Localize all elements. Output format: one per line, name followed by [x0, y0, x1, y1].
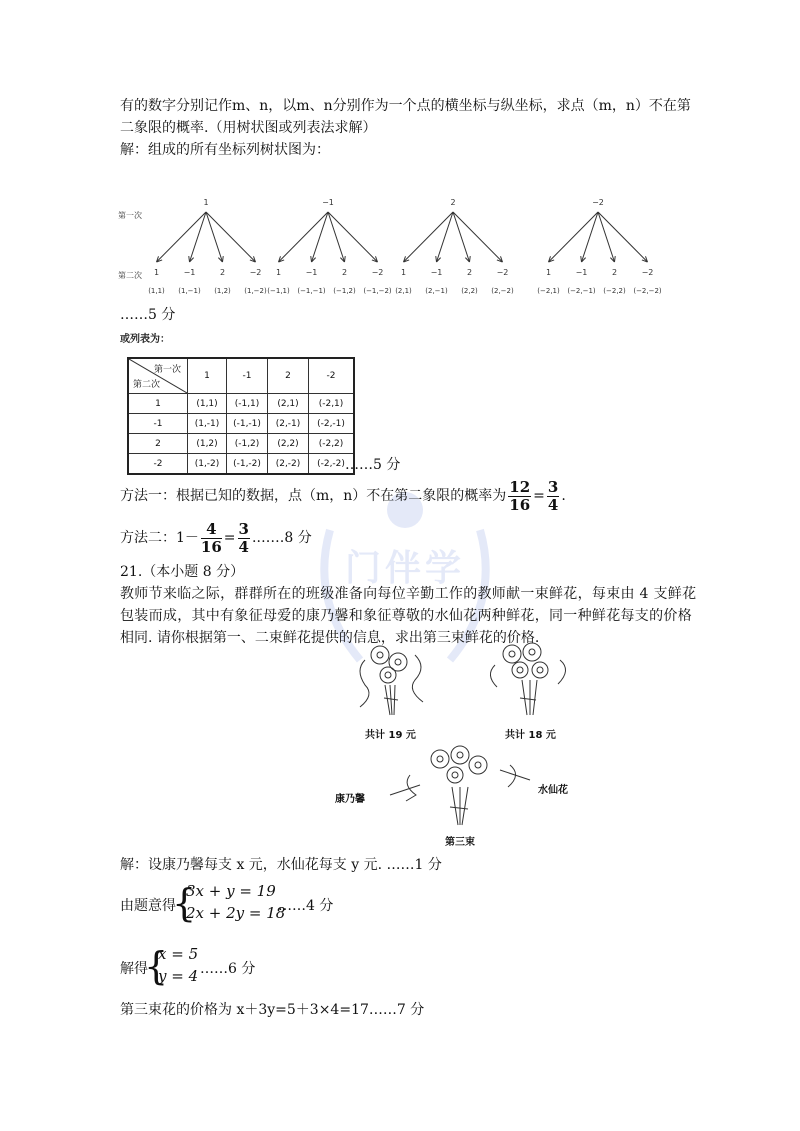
table-intro: 或列表为：	[120, 334, 170, 345]
table-cell: (-1,-2)	[227, 454, 268, 475]
tree-pair-label: (1,1)	[148, 287, 165, 295]
table-cell: (-1,-1)	[227, 414, 268, 434]
tree-child-label: 1	[275, 268, 282, 277]
problem21-line1: 教师节来临之际，群群所在的班级准备向每位辛勤工作的教师献一束鲜花，每束由 4 支鲜花	[120, 586, 697, 602]
tree-row2-label: 第二次	[118, 271, 142, 280]
tree-child-label: −2	[371, 268, 384, 277]
table-row	[128, 394, 354, 414]
solution-intro: 解：组成的所有坐标列树状图为：	[120, 142, 330, 158]
tree-child-label: −1	[305, 268, 318, 277]
tree-pair-label: (−1,−2)	[363, 287, 392, 295]
row-header: -1	[128, 414, 188, 434]
table-cell: (1,-2)	[188, 454, 227, 475]
tree-child-label: 1	[545, 268, 552, 277]
tree-pair-label: (−1,1)	[267, 287, 290, 295]
score-table: ……5 分	[345, 457, 401, 473]
bouquet-1-caption: 共计 19 元	[365, 730, 416, 741]
row-header: 2	[128, 434, 188, 454]
sys1-score: ……4 分	[278, 898, 334, 914]
tree-branch	[453, 212, 503, 262]
table-row	[128, 454, 354, 475]
sys2-eq1: x = 5	[158, 945, 199, 963]
bouquet-3-icon	[390, 746, 530, 825]
table-row	[128, 434, 354, 454]
tree-pair-label: (−2,2)	[603, 287, 626, 295]
col-header: 1	[188, 358, 227, 394]
problem20-line2: 二象限的概率.（用树状图或列表法求解）	[120, 120, 377, 136]
tree-pair-label: (2,1)	[395, 287, 412, 295]
tree-branch	[157, 212, 207, 262]
tree-child-label: −1	[430, 268, 443, 277]
frac-numerator: 12	[509, 477, 531, 496]
table-cell: (-2,-1)	[309, 414, 355, 434]
tree-pair-label: (1,2)	[214, 287, 231, 295]
final-answer: 第三束花的价格为 x＋3y=5＋3×4=17……7 分	[120, 1002, 425, 1018]
left-brace: {	[172, 881, 197, 925]
table-cell: (1,1)	[188, 394, 227, 414]
row-header: -2	[128, 454, 188, 475]
tree-child-label: −2	[641, 268, 654, 277]
frac-denominator: 16	[200, 537, 222, 556]
coordinate-table	[127, 357, 355, 475]
narcissus-label: 水仙花	[538, 785, 568, 796]
table-cell: (2,2)	[268, 434, 309, 454]
fraction-3-4	[547, 479, 559, 514]
tree-root-label: −2	[592, 198, 604, 207]
tree-branch	[598, 212, 648, 262]
problem21-line3: 相同. 请你根据第一、二束鲜花提供的信息，求出第三束鲜花的价格.	[120, 630, 540, 646]
fraction-3-4	[238, 521, 250, 556]
table-corner	[128, 358, 188, 394]
tree-branch	[437, 212, 454, 262]
table-cell: (-1,2)	[227, 434, 268, 454]
watermark-text: 门伴学	[345, 548, 466, 589]
carnation-label: 康乃馨	[335, 794, 365, 805]
problem21-line2: 包装而成，其中有象征母爱的康乃馨和象征尊敬的水仙花两种鲜花，同一种鲜花每支的价格	[120, 608, 692, 624]
tree-child-label: −2	[496, 268, 509, 277]
corner-top-label: 第一次	[153, 365, 181, 375]
tree-branch	[206, 212, 256, 262]
method1-text: 方法一：根据已知的数据，点（m，n）不在第二象限的概率为	[120, 488, 507, 504]
tree-pair-label: (−2,−1)	[567, 287, 596, 295]
sys1-prefix: 由题意得	[120, 898, 176, 914]
table-cell: (1,-1)	[188, 414, 227, 434]
table-cell: (1,2)	[188, 434, 227, 454]
sys1-eq2: 2x + 2y = 18	[186, 904, 286, 922]
score-tree: ……5 分	[120, 307, 176, 323]
flower-figure	[335, 640, 600, 850]
solution21-line1: 解：设康乃馨每支 x 元，水仙花每支 y 元. ……1 分	[120, 857, 442, 873]
method2-end: .……8 分	[251, 530, 312, 546]
tree-child-label: 2	[611, 268, 618, 277]
bouquet-1-icon	[360, 646, 423, 715]
equation-system-1	[120, 880, 420, 930]
tree-child-label: −1	[575, 268, 588, 277]
frac-numerator: 3	[238, 519, 249, 538]
tree-branch	[549, 212, 599, 262]
tree-root-label: −1	[322, 198, 334, 207]
bouquet-illustrations	[340, 640, 600, 850]
frac-numerator: 4	[201, 521, 222, 539]
table-cell: (2,-2)	[268, 454, 309, 475]
sys1-eq1: 3x + y = 19	[186, 882, 276, 900]
tree-row1-label: 第一次	[118, 211, 142, 220]
table-row	[128, 414, 354, 434]
tree-child-label: −1	[183, 268, 196, 277]
problem21-heading: 21.（本小题 8 分）	[120, 564, 245, 580]
tree-branch	[404, 212, 454, 262]
tree-child-label: −2	[249, 268, 262, 277]
frac-denominator: 4	[547, 495, 559, 514]
tree-pair-label: (1,−1)	[178, 287, 201, 295]
sys2-score: ……6 分	[200, 961, 256, 977]
col-header: -2	[309, 358, 355, 394]
tree-branch	[279, 212, 329, 262]
row-header: 1	[128, 394, 188, 414]
fraction-12-16	[508, 479, 531, 514]
method2-line: 方法二：1－ $\frac{4}{16}$ = $\frac{3}{4}$ .……8 分	[120, 519, 312, 556]
corner-bottom-label: 第二次	[133, 380, 161, 390]
tree-branch	[206, 212, 223, 262]
bouquet-2-caption: 共计 18 元	[505, 730, 556, 741]
frac-denominator: 4	[238, 537, 249, 556]
tree-child-label: 2	[466, 268, 473, 277]
tree-child-label: 1	[400, 268, 407, 277]
table-cell: (-2,-2)	[309, 454, 355, 475]
equation-system-2	[120, 943, 420, 993]
tree-diagram	[118, 190, 678, 302]
tree-root-label: 2	[450, 198, 456, 207]
tree-pair-label: (−2,−2)	[633, 287, 662, 295]
table-cell: (-2,1)	[309, 394, 355, 414]
tree-child-label: 2	[219, 268, 226, 277]
problem20-line1: 有的数字分别记作m、n，以m、n分别作为一个点的横坐标与纵坐标，求点（m，n）不在第	[120, 98, 691, 114]
sys2-prefix: 解得	[120, 961, 148, 977]
tree-pair-label: (1,−2)	[244, 287, 267, 295]
tree-branch	[312, 212, 329, 262]
frac-denominator: 16	[509, 495, 531, 514]
tree-pair-label: (−1,2)	[333, 287, 356, 295]
method1-end: .	[561, 488, 566, 504]
bouquet-2-icon	[490, 643, 565, 715]
tree-branch	[328, 212, 345, 262]
bouquet-3-caption: 第三束	[445, 837, 475, 848]
method2-text: 方法二：1－	[120, 530, 199, 546]
table-cell: (-2,2)	[309, 434, 355, 454]
tree-pair-label: (2,−2)	[491, 287, 514, 295]
fraction-4-16	[201, 521, 222, 556]
col-header: 2	[268, 358, 309, 394]
tree-pair-label: (−2,1)	[537, 287, 560, 295]
tree-child-label: 1	[153, 268, 160, 277]
tree-pair-label: (2,2)	[461, 287, 478, 295]
table-cell: (2,1)	[268, 394, 309, 414]
tree-branch	[328, 212, 378, 262]
tree-root-label: 1	[203, 198, 209, 207]
frac-numerator: 3	[547, 477, 559, 496]
tree-branch	[598, 212, 615, 262]
left-brace: {	[144, 944, 169, 988]
tree-branch	[453, 212, 470, 262]
tree-child-label: 2	[341, 268, 348, 277]
tree-pair-label: (2,−1)	[425, 287, 448, 295]
method1-line: 方法一：根据已知的数据，点（m，n）不在第二象限的概率为 $\frac{12}{16}$ = $\frac{3}{4}$ .	[120, 477, 566, 514]
tree-pair-label: (−1,−1)	[297, 287, 326, 295]
col-header: -1	[227, 358, 268, 394]
tree-branch	[190, 212, 207, 262]
table-cell: (-1,1)	[227, 394, 268, 414]
sys2-eq2: y = 4	[158, 967, 199, 985]
tree-branch	[582, 212, 599, 262]
table-cell: (2,-1)	[268, 414, 309, 434]
